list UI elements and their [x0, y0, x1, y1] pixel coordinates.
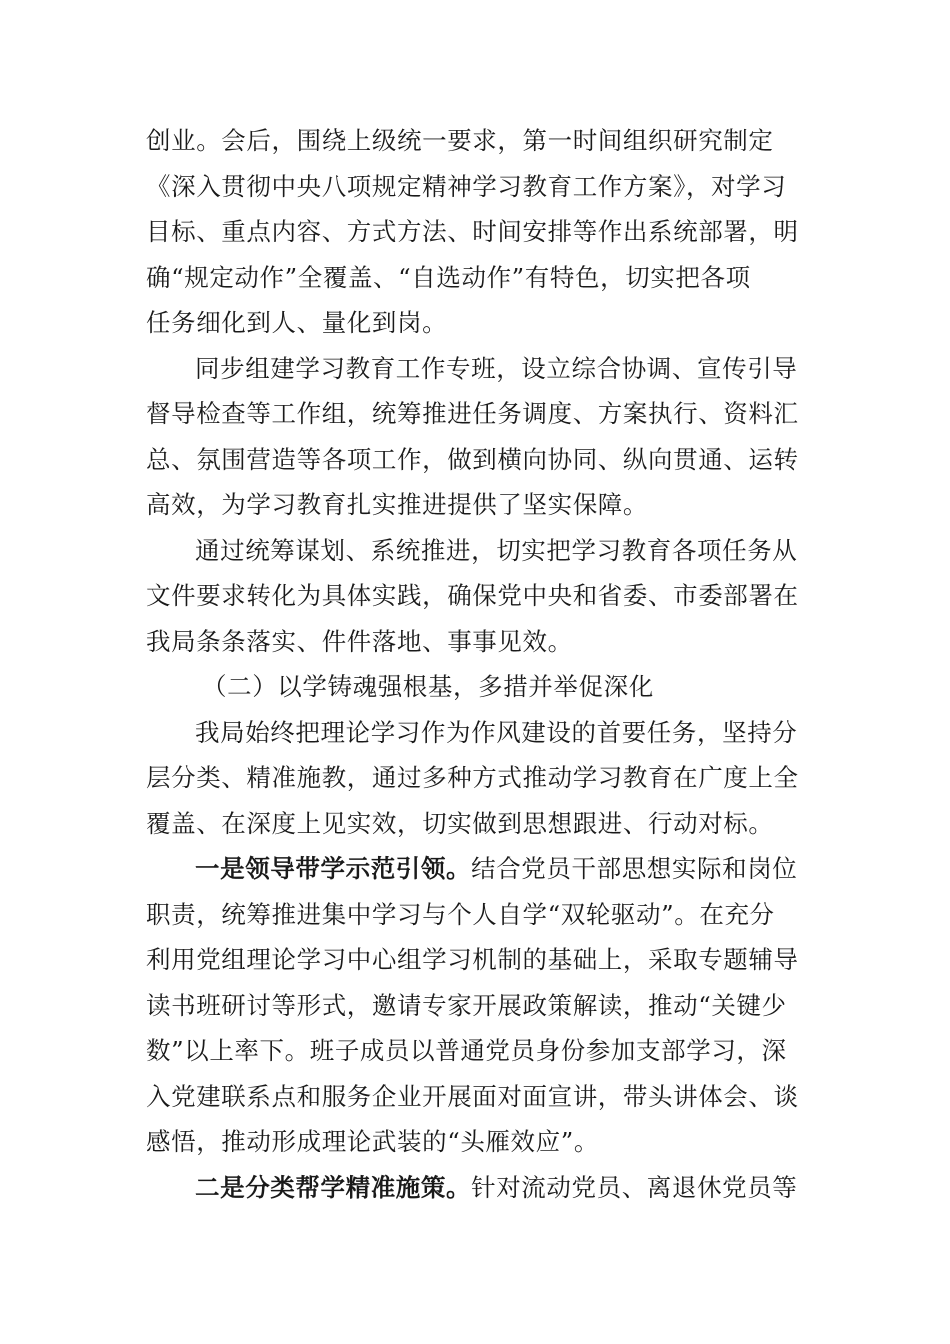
- text-line: 文件要求转化为具体实践，确保党中央和省委、市委部署在: [146, 581, 799, 610]
- text-line: 职责，统筹推进集中学习与个人自学“双轮驱动”。在充分: [146, 899, 775, 929]
- text-line: 总、氛围营造等各项工作，做到横向协同、纵向贯通、运转: [146, 444, 799, 474]
- text-line: [146, 1165, 808, 1211]
- text-line: 《深入贯彻中央八项规定精神学习教育工作方案》，对学习: [146, 171, 787, 201]
- text-line: 同步组建学习教育工作专班，设立综合协调、宣传引导: [195, 353, 798, 383]
- lead-phrase: 一是领导带学示范引领。: [195, 854, 472, 883]
- text-line: 利用党组理论学习中心组学习机制的基础上，采取专题辅导: [146, 945, 799, 974]
- text-line: 高效，为学习教育扎实推进提供了坚实保障。: [146, 490, 648, 519]
- text-line: 创业。会后，围绕上级统一要求，第一时间组织研究制定: [146, 126, 774, 155]
- text-line: 入党建联系点和服务企业开展面对面宣讲，带头讲体会、谈: [146, 1081, 799, 1111]
- text-line: 确“规定动作”全覆盖、“自选动作”有特色，切实把各项: [146, 262, 751, 292]
- text-line: 读书班研讨等形式，邀请专家开展政策解读，推动“关键少: [146, 990, 787, 1020]
- paragraph-1: [146, 118, 808, 346]
- text-line: 督导检查等工作组，统筹推进任务调度、方案执行、资料汇: [146, 399, 799, 428]
- text-line: 覆盖、在深度上见实效，切实做到思想跟进、行动对标。: [146, 808, 774, 838]
- paragraph-5: [146, 846, 808, 1165]
- paragraph-3: [146, 528, 808, 665]
- text-line: 通过统筹谋划、系统推进，切实把学习教育各项任务从: [195, 535, 798, 565]
- document-body: [146, 118, 808, 1210]
- text-line: 我局条条落实、件件落地、事事见效。: [146, 626, 573, 656]
- text-line: [146, 846, 808, 892]
- paragraph-4: [146, 710, 808, 847]
- text-run: 针对流动党员、离退休党员等: [471, 1172, 798, 1202]
- text-line: 层分类、精准施教，通过多种方式推动学习教育在广度上全: [146, 763, 799, 792]
- section-heading: （二）以学铸魂强根基，多措并举促深化: [202, 672, 654, 701]
- text-line: 任务细化到人、量化到岗。: [146, 308, 448, 337]
- paragraph-6: [146, 1165, 808, 1211]
- text-line: 数”以上率下。班子成员以普通党员身份参加支部学习，深: [146, 1036, 787, 1065]
- text-run: 结合党员干部思想实际和岗位: [471, 854, 798, 883]
- paragraph-2: [146, 346, 808, 528]
- text-line: 我局始终把理论学习作为作风建设的首要任务，坚持分: [195, 717, 798, 747]
- text-line: 目标、重点内容、方式方法、时间安排等作出系统部署，明: [146, 217, 799, 246]
- text-line: 感悟，推动形成理论武装的“头雁效应”。: [146, 1127, 599, 1156]
- lead-phrase: 二是分类帮学精准施策。: [195, 1172, 472, 1202]
